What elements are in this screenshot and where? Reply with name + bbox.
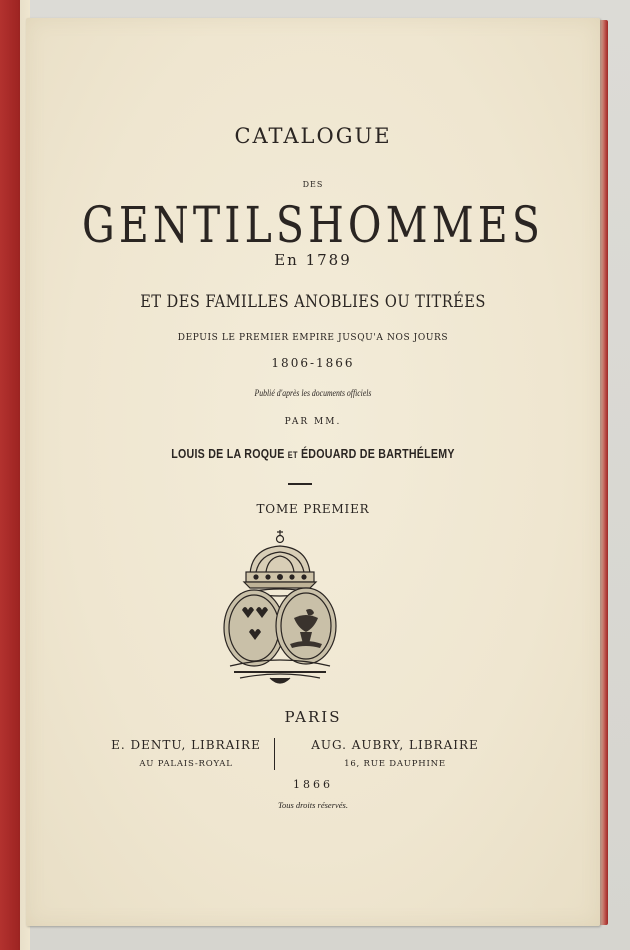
published-note: Publié d'après les documents officiels [254,388,372,398]
imprint-city: PARIS [284,708,342,726]
authors [78,446,549,461]
title-gentilshommes: GENTILSHOMMES [81,196,545,254]
by-line: PAR MM. [284,417,342,427]
subtitle-familles: ET DES FAMILLES ANOBLIES OU TITRÉES [140,292,486,312]
author-two: ÉDOUARD DE BARTHÉLEMY [300,446,455,461]
volume-label: TOME PREMIER [256,502,370,516]
author-conjunction: ET [287,450,298,460]
rights-notice: Tous droits réservés. [278,800,348,810]
publisher-left-address: AU PALAIS-ROYAL [139,759,233,769]
subtitle-en-1789: En 1789 [274,251,352,269]
royal-coat-of-arms-icon [210,526,350,691]
imprint-year: 1866 [293,778,333,791]
divider-rule [288,483,312,485]
title-page [26,18,600,926]
title-des: DES [302,180,324,189]
subtitle-depuis: DEPUIS LE PREMIER EMPIRE JUSQU'A NOS JOURS [177,333,449,343]
publisher-right-address: 16, RUE DAUPHINE [344,759,446,769]
publisher-left: E. DENTU, LIBRAIRE [111,738,261,752]
title-catalogue: CATALOGUE [234,124,392,148]
author-one: LOUIS DE LA ROQUE [171,446,285,461]
publisher-right: AUG. AUBRY, LIBRAIRE [311,738,479,752]
year-range: 1806-1866 [271,356,355,370]
